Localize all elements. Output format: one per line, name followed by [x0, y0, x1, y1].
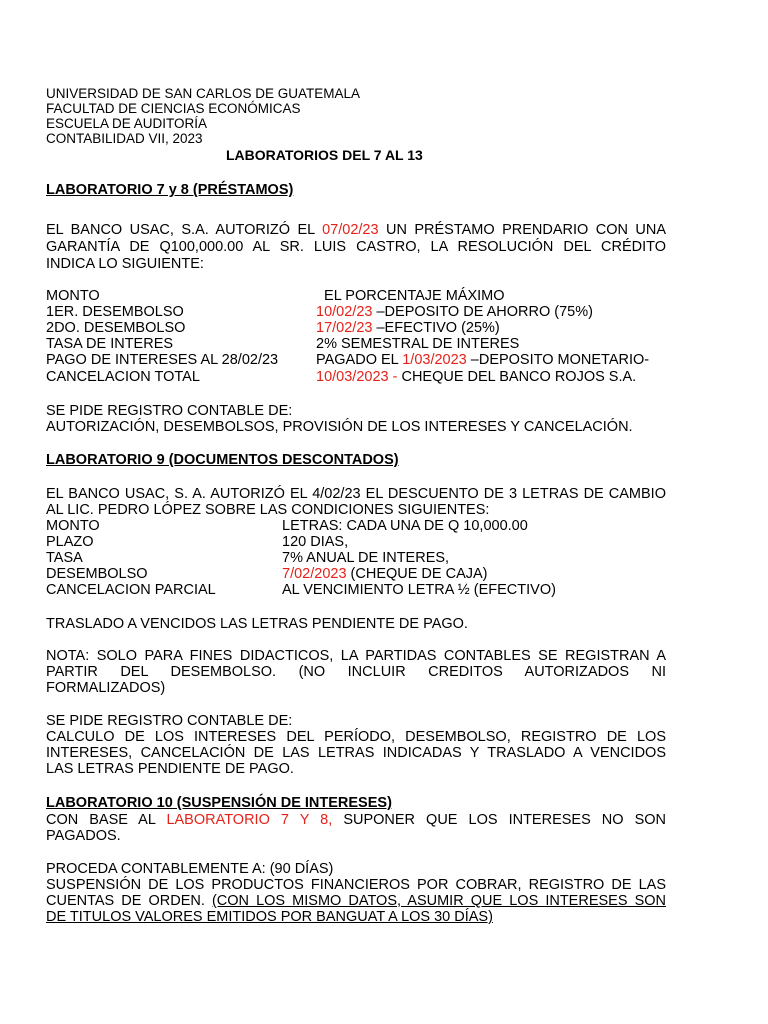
lab7-row-date: 10/02/23	[316, 304, 373, 320]
lab7-row-text: CHEQUE DEL BANCO ROJOS S.A.	[397, 369, 637, 385]
university-name: UNIVERSIDAD DE SAN CARLOS DE GUATEMALA	[46, 86, 361, 101]
lab10-reference: LABORATORIO 7 Y 8,	[166, 812, 333, 828]
lab10-detail-line-3: DE TITULOS VALORES EMITIDOS POR BANGUAT A LOS 30 DÍAS)	[46, 909, 493, 925]
school-name: ESCUELA DE AUDITORÍA	[46, 116, 208, 131]
lab9-row-value: LETRAS: CADA UNA DE Q 10,000.00	[282, 518, 528, 534]
lab7-paragraph-line-1	[46, 222, 666, 238]
lab7-paragraph-line-3: INDICA LO SIGUIENTE:	[46, 256, 204, 272]
lab10-note: (CON LOS MISMO DATOS, ASUMIR QUE LOS INTERESES SON	[211, 893, 666, 909]
lab7-auth-date: 07/02/23	[322, 222, 379, 238]
lab7-ask-heading: SE PIDE REGISTRO CONTABLE DE:	[46, 403, 293, 419]
lab9-ask-heading: SE PIDE REGISTRO CONTABLE DE:	[46, 713, 293, 729]
lab9-note-line-1: NOTA: SOLO PARA FINES DIDACTICOS, LA PARTIDAS CONTABLES SE REGISTRAN A	[46, 648, 666, 664]
lab7-row-label: MONTO	[46, 288, 100, 304]
lab7-row-label: TASA DE INTERES	[46, 336, 174, 352]
lab10-heading: LABORATORIO 10 (SUSPENSIÓN DE INTERESES)	[46, 795, 392, 811]
lab7-paragraph-line-2: GARANTÍA DE Q100,000.00 AL SR. LUIS CASTRO, LA RESOLUCIÓN DEL CRÉDITO	[46, 239, 666, 255]
lab9-row-label: DESEMBOLSO	[46, 566, 148, 582]
lab7-text: EL BANCO USAC, S.A. AUTORIZÓ EL	[46, 222, 315, 238]
course-name: CONTABILIDAD VII, 2023	[46, 131, 203, 146]
lab7-row-text: –EFECTIVO (25%)	[372, 320, 500, 336]
lab10-paragraph-line-2: PAGADOS.	[46, 828, 121, 844]
lab10-text: SUPONER QUE LOS INTERESES NO SON	[343, 812, 667, 828]
lab9-row-label: PLAZO	[46, 534, 94, 550]
lab9-heading: LABORATORIO 9 (DOCUMENTOS DESCONTADOS)	[46, 452, 399, 468]
lab10-detail-line-2	[46, 893, 666, 909]
lab10-procedure: PROCEDA CONTABLEMENTE A: (90 DÍAS)	[46, 861, 334, 877]
lab7-row-value	[316, 352, 649, 368]
lab10-text: CUENTAS DE ORDEN.	[46, 893, 205, 909]
document-title: LABORATORIOS DEL 7 AL 13	[226, 147, 423, 163]
lab7-row-value: 2% SEMESTRAL DE INTERES	[316, 336, 520, 352]
lab10-paragraph-line-1	[46, 812, 666, 828]
lab7-row-date: 10/03/2023 -	[316, 369, 398, 385]
lab7-row-label: 1ER. DESEMBOLSO	[46, 304, 184, 320]
lab7-row-label: CANCELACION TOTAL	[46, 369, 200, 385]
lab7-row-value: EL PORCENTAJE MÁXIMO	[316, 288, 505, 304]
lab9-paragraph-line-1: EL BANCO USAC, S. A. AUTORIZÓ EL 4/02/23 EL DESCUENTO DE 3 LETRAS DE CAMBIO	[46, 486, 666, 502]
lab9-row-text: (CHEQUE DE CAJA)	[346, 566, 488, 582]
lab9-note-line-3: FORMALIZADOS)	[46, 680, 166, 696]
lab7-row-label: PAGO DE INTERESES AL 28/02/23	[46, 352, 279, 368]
lab9-row-value: AL VENCIMIENTO LETRA ½ (EFECTIVO)	[282, 582, 556, 598]
lab10-text: CON BASE AL	[46, 812, 156, 828]
lab9-ask-line-3: INTERESES, CANCELACIÓN DE LAS LETRAS INDICADAS Y TRASLADO A VENCIDOS	[46, 745, 666, 761]
lab9-note-line-2: PARTIR DEL DESEMBOLSO. (NO INCLUIR CREDITOS AUTORIZADOS NI	[46, 664, 666, 680]
lab10-detail-line-1: SUSPENSIÓN DE LOS PRODUCTOS FINANCIEROS POR COBRAR, REGISTRO DE LAS	[46, 877, 666, 893]
lab9-row-date: 7/02/2023	[282, 566, 347, 582]
lab9-row-value: 7% ANUAL DE INTERES,	[282, 550, 450, 566]
lab9-paragraph-line-2: AL LIC. PEDRO LÓPEZ SOBRE LAS CONDICIONES SIGUIENTES:	[46, 502, 490, 518]
lab9-ask-line-4: LAS LETRAS PENDIENTE DE PAGO.	[46, 761, 294, 777]
lab7-row-text: –DEPOSITO MONETARIO-	[466, 352, 650, 368]
lab7-ask-detail: AUTORIZACIÓN, DESEMBOLSOS, PROVISIÓN DE LOS INTERESES Y CANCELACIÓN.	[46, 419, 633, 435]
faculty-name: FACULTAD DE CIENCIAS ECONÓMICAS	[46, 101, 301, 116]
lab7-row-label: 2DO. DESEMBOLSO	[46, 320, 186, 336]
lab7-heading: LABORATORIO 7 y 8 (PRÉSTAMOS)	[46, 182, 294, 198]
lab7-row-text: PAGADO EL	[316, 352, 403, 368]
lab7-row-value	[316, 320, 500, 336]
lab7-row-date: 17/02/23	[316, 320, 373, 336]
lab9-row-value: 120 DIAS,	[282, 534, 349, 550]
lab9-ask-line-2: CALCULO DE LOS INTERESES DEL PERÍODO, DESEMBOLSO, REGISTRO DE LOS	[46, 729, 666, 745]
lab9-row-value	[282, 566, 488, 582]
lab9-row-label: CANCELACION PARCIAL	[46, 582, 216, 598]
lab7-text: UN PRÉSTAMO PRENDARIO CON UNA	[386, 222, 666, 238]
lab7-row-value	[316, 304, 593, 320]
lab9-row-label: MONTO	[46, 518, 100, 534]
lab9-transfer: TRASLADO A VENCIDOS LAS LETRAS PENDIENTE DE PAGO.	[46, 616, 468, 632]
lab9-row-label: TASA	[46, 550, 83, 566]
lab7-row-date: 1/03/2023	[402, 352, 467, 368]
lab7-row-text: –DEPOSITO DE AHORRO (75%)	[372, 304, 593, 320]
lab7-row-value	[316, 369, 636, 385]
